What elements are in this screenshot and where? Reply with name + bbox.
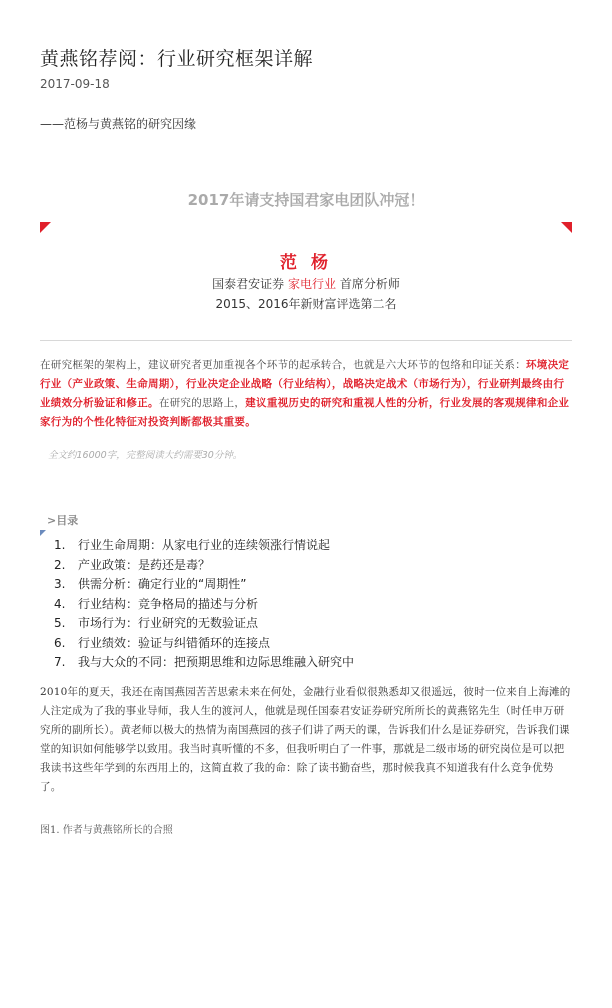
abstract-seg2: 环境决定行业（产业政策、生命周期），行业决定企业战略（行业结构），战略决定战术（市场行为），行业研判最终由行业绩效分析验证和修正。: [40, 359, 570, 409]
toc-item-number: 6.: [54, 635, 66, 650]
toc-heading: >目录: [47, 514, 79, 527]
abstract-seg1: 在研究框架的架构上，建议研究者更加重视各个环节的起承转合，也就是六大环节的包络和印证关系：: [40, 359, 526, 371]
toc-item-label: 行业结构：竞争格局的描述与分析: [78, 596, 259, 611]
toc-item-number: 5.: [54, 616, 66, 630]
toc-item[interactable]: [54, 556, 354, 576]
toc-item-number: 4.: [54, 596, 66, 611]
toc-item-number: 2.: [54, 557, 66, 572]
toc-list: [54, 536, 354, 673]
abstract-paragraph: [40, 356, 572, 432]
toc-item[interactable]: [54, 536, 354, 556]
article-date: 2017-09-18: [40, 77, 110, 91]
toc-item-label: 行业生命周期：从家电行业的连续领涨行情说起: [78, 538, 331, 552]
author-name: 范 杨: [280, 253, 332, 273]
article-title: 黄燕铭荐阅：行业研究框架详解: [40, 48, 314, 70]
affiliation-prefix: 国泰君安证券: [212, 277, 288, 291]
toc-item-number: 7.: [54, 655, 66, 669]
toc-item-label: 产业政策：是药还是毒？: [78, 557, 211, 572]
toc-item-label: 供需分析：确定行业的“周期性”: [78, 577, 247, 591]
reading-time-note: 全文约16000字，完整阅读大约需要30分钟。: [48, 450, 243, 461]
corner-triangle-right-icon: [561, 222, 572, 233]
abstract-seg4: 建议重视历史的研究和重视人性的分析，行业发展的客观规律和企业家行为的个性化特征对投资判断都极其重要。: [40, 397, 570, 428]
toc-item-number: 3.: [54, 577, 66, 591]
article-subtitle: ——范杨与黄燕铭的研究因缘: [40, 117, 197, 131]
author-affiliation: [0, 275, 612, 292]
toc-item-label: 行业绩效：验证与纠错循环的连接点: [78, 635, 271, 650]
corner-triangle-left-icon: [40, 222, 51, 233]
toc-item-label: 我与大众的不同：把预期思维和边际思维融入研究中: [78, 655, 355, 669]
toc-item[interactable]: [54, 575, 354, 595]
toc-marker-icon: [40, 530, 46, 536]
figure-caption: 图1. 作者与黄燕铭所长的合照: [40, 825, 173, 836]
affiliation-suffix: 首席分析师: [336, 277, 400, 291]
toc-item-label: 市场行为：行业研究的无数验证点: [78, 616, 259, 630]
body-paragraph: 2010年的夏天，我还在南国燕园苦苦思索未来在何处，金融行业看似很熟悉却又很遥远，彼时一位来自上海滩的人注定成为了我的事业导师，我人生的渡河人，他就是现任国泰君安证券研究所所长的黄燕铭先生（时任申万研究所的副所长）。黄老师以极大的热情为南国燕园的孩子们讲了两天的课，告诉我们什么是证券研究，告诉我们课堂的知识如何能够学以致用。我当时真听懂的不多，但我听明白了一件事，那就是二级市场的研究岗位是可以把我读书这些年学到的东西用上的，这简直救了我的命：除了读书勤奋些，那时候我真不知道我有什么竞争优势了。: [40, 686, 571, 793]
toc-item[interactable]: [54, 634, 354, 654]
author-award: 2015、2016年新财富评选第二名: [215, 297, 397, 311]
toc-item-number: 1.: [54, 538, 66, 552]
toc-item[interactable]: [54, 653, 354, 673]
toc-item[interactable]: [54, 595, 354, 615]
abstract-seg3: 在研究的思路上，: [158, 397, 246, 409]
section-divider: [40, 340, 572, 341]
banner-slogan: 2017年请支持国君家电团队冲冠！: [187, 191, 425, 209]
toc-item[interactable]: [54, 614, 354, 634]
affiliation-highlight: 家电行业: [287, 277, 336, 291]
